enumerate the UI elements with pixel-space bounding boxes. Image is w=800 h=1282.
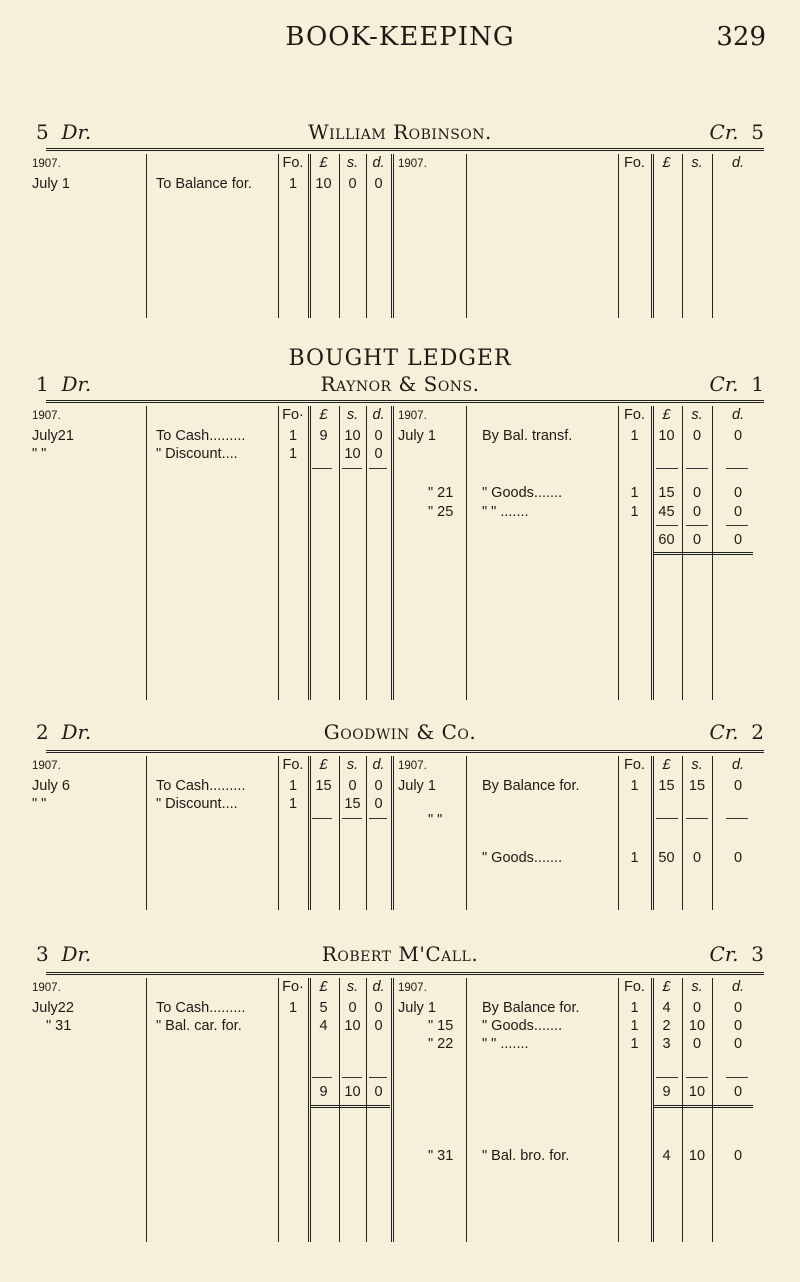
col-year: 1907. xyxy=(398,158,427,170)
account-name: Raynor & Sons. xyxy=(320,372,480,396)
col-pounds: £ xyxy=(319,155,328,171)
col-shillings: s. xyxy=(691,155,703,171)
col-pence: d. xyxy=(731,155,745,171)
account-name: Robert M'Call. xyxy=(321,942,479,966)
col-pounds: £ xyxy=(662,155,671,171)
account-folio-left: 5 Dr. xyxy=(36,120,92,144)
account-folio-left: 2 Dr. xyxy=(36,720,92,744)
account-folio-right: Cr. 5 xyxy=(709,120,764,144)
ledger-raynor: 1907. Fo· £ s. d. 1907. Fo. £ s. d. July21 To Cash......... 1 9 10 0 " " " Discount.... 1 10 0 July 1 By Bal. transf. 1 10 0 0 " 21 " Goods....... 1 15 0 0 " 25 " " ....... 1 45 0 0 60 0 0 xyxy=(46,400,764,700)
page-number: 329 xyxy=(716,22,766,52)
ledger-mccall: 1907. Fo· £ s. d. 1907. Fo. £ s. d. July22 To Cash......... 1 5 0 0 " 31 " Bal. car. for. 4 10 0 9 10 0 July 1 By Balance for. 1 4 0 0 " 15 " Goods....... 1 2 10 0 " 22 " " ....... 1 3 0 0 9 10 0 " 31 " Bal. bro. for. 4 10 0 xyxy=(46,972,764,1242)
ledger-robinson: 1907. Fo. £ s. d. 1907. Fo. £ s. d. July 1 To Balance for. 1 10 0 0 xyxy=(46,148,764,318)
account-folio-left: 3 Dr. xyxy=(36,942,92,966)
account-name: Goodwin & Co. xyxy=(323,720,477,744)
account-folio-left: 1 Dr. xyxy=(36,372,92,396)
section-title: BOUGHT LEDGER xyxy=(288,346,512,371)
account-folio-right: Cr. 2 xyxy=(709,720,764,744)
account-name: William Robinson. xyxy=(308,120,492,144)
col-year: 1907. xyxy=(32,158,61,170)
col-fo: Fo. xyxy=(624,155,645,171)
account-folio-right: Cr. 1 xyxy=(709,372,764,396)
ledger-goodwin: 1907. Fo. £ s. d. 1907. Fo. £ s. d. July 6 To Cash......... 1 15 0 0 " " " Discount.... 1 15 0 July 1 By Balance for. 1 15 15 0 " " " Goods....... 1 50 0 0 xyxy=(46,750,764,910)
col-pence: d. xyxy=(372,155,385,171)
col-fo: Fo. xyxy=(282,155,304,171)
col-shillings: s. xyxy=(346,155,359,171)
page-title: BOOK-KEEPING xyxy=(285,22,515,52)
account-folio-right: Cr. 3 xyxy=(709,942,764,966)
